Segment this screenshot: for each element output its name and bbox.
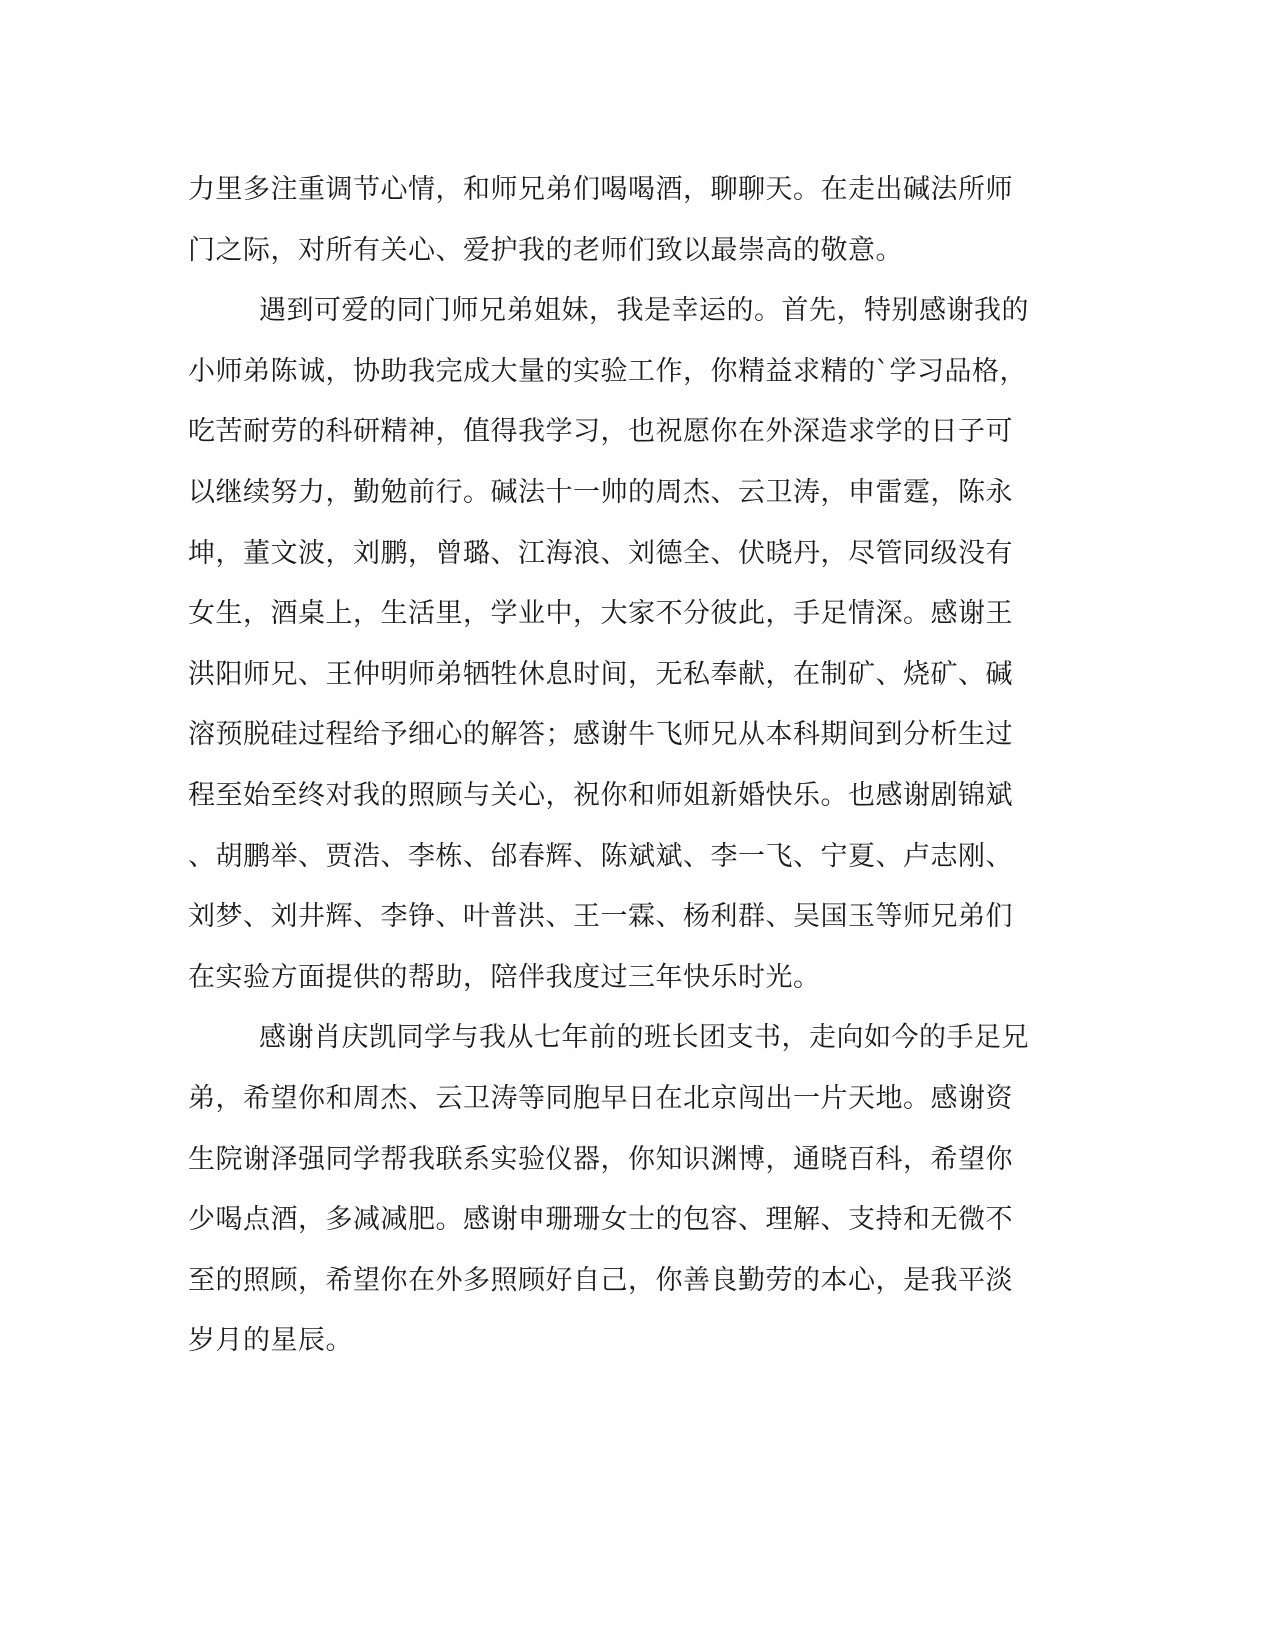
text-line: 生院谢泽强同学帮我联系实验仪器，你知识渊博，通晓百科，希望你: [188, 1143, 1013, 1175]
text-line: 至的照顾，希望你在外多照顾好自己，你善良勤劳的本心，是我平淡: [188, 1264, 1013, 1296]
text-line: 刘梦、刘井辉、李铮、叶普洪、王一霖、杨利群、吴国玉等师兄弟们: [188, 901, 1013, 933]
text-line: 小师弟陈诚，协助我完成大量的实验工作，你精益求精的`学习品格，: [188, 355, 1027, 387]
document-body: [188, 160, 1088, 1372]
paragraph-2: [188, 281, 1088, 1008]
text-line: 、胡鹏举、贾浩、李栋、邰春辉、陈斌斌、李一飞、宁夏、卢志刚、: [188, 840, 1013, 872]
text-line: 岁月的星辰。: [188, 1325, 353, 1357]
text-line: 门之际，对所有关心、爱护我的老师们致以最崇高的敬意。: [188, 234, 903, 266]
text-line: 少喝点酒，多减减肥。感谢申珊珊女士的包容、理解、支持和无微不: [188, 1204, 1013, 1236]
text-line: 坤，董文波，刘鹏，曾璐、江海浪、刘德全、伏晓丹，尽管同级没有: [188, 537, 1013, 569]
paragraph-3: [188, 1008, 1088, 1372]
text-line: 弟，希望你和周杰、云卫涛等同胞早日在北京闯出一片天地。感谢资: [188, 1082, 1013, 1114]
text-line: 力里多注重调节心情，和师兄弟们喝喝酒，聊聊天。在走出碱法所师: [188, 174, 1013, 205]
text-line: 吃苦耐劳的科研精神，值得我学习，也祝愿你在外深造求学的日子可: [188, 416, 1013, 448]
text-line: 溶预脱硅过程给予细心的解答；感谢牛飞师兄从本科期间到分析生过: [188, 719, 1013, 751]
text-line-first: 遇到可爱的同门师兄弟姐妹，我是幸运的。首先，特别感谢我的: [259, 295, 1029, 327]
paragraph-1: [188, 160, 1088, 281]
text-line: 程至始至终对我的照顾与关心，祝你和师姐新婚快乐。也感谢剧锦斌: [188, 779, 1013, 811]
text-line: 以继续努力，勤勉前行。碱法十一帅的周杰、云卫涛，申雷霆，陈永: [188, 476, 1013, 508]
text-line: 在实验方面提供的帮助，陪伴我度过三年快乐时光。: [188, 961, 821, 993]
text-line: 洪阳师兄、王仲明师弟牺牲休息时间，无私奉献，在制矿、烧矿、碱: [188, 658, 1013, 690]
text-line-first: 感谢肖庆凯同学与我从七年前的班长团支书，走向如今的手足兄: [259, 1022, 1029, 1054]
text-line: 女生，酒桌上，生活里，学业中，大家不分彼此，手足情深。感谢王: [188, 598, 1013, 630]
